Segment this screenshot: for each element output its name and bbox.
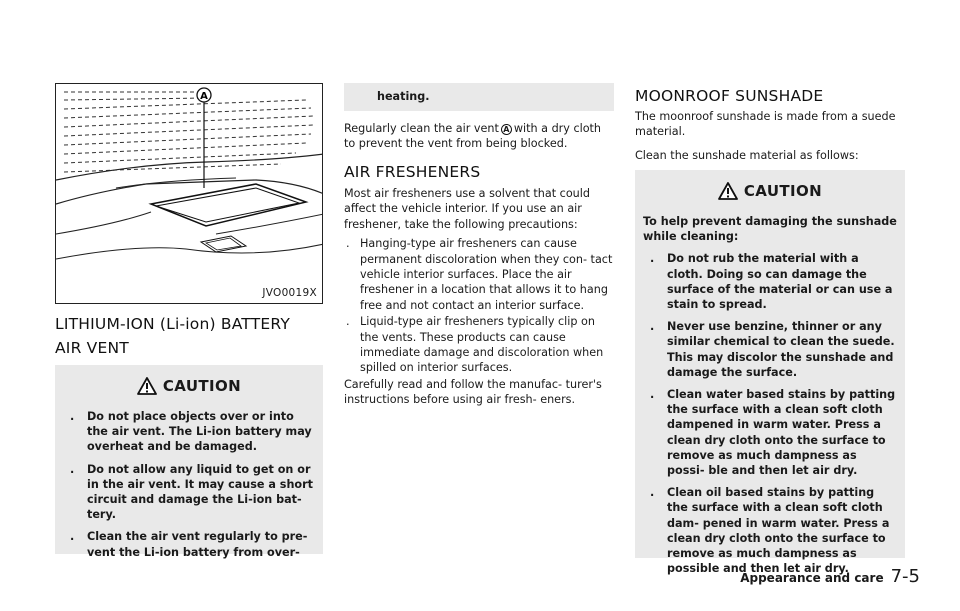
caution-label: CAUTION [743,182,823,200]
moonroof-para1: The moonroof sunshade is made from a suede material. [635,110,896,139]
air-freshener-body [344,186,614,408]
callout-a: A [200,91,208,102]
caution-item: . Do not place objects over or into the air vent. The Li-ion battery may overheat and be damaged. [70,410,312,454]
heading-air-fresheners: AIR FRESHENERS [344,163,481,181]
caution-box-sunshade [635,170,905,576]
caution-item: . Clean water based stains by patting the surface with a clean soft cloth dampened in warm water. Press a clean dry cloth onto the surface to remove as much dampness as possi- ble and then let air dry. [650,388,896,478]
caution-box-battery [55,365,323,559]
vent-cleaning-paragraph: Regularly clean the air vent A with a dry cloth to prevent the vent from being blocked. [344,122,602,151]
caution-title-battery [63,371,315,401]
warning-icon [137,377,157,395]
page-footer [740,566,920,587]
callout-a-icon: A [501,124,512,135]
heading-battery-line2: AIR VENT [55,339,129,357]
list-item: . Hanging-type air fresheners can cause permanent discoloration when they con- tact vehicle interior surfaces. Place the air freshener in a location that allows it to hang free and not contact an interior surface. [346,237,613,312]
caution-item: . Do not rub the material with a cloth. Doing so can damage the surface of the material or can use a stain to spread. [650,252,893,312]
caution-item: . Never use benzine, thinner or any similar chemical to clean the suede. This may discolor the sunshade and damage the surface. [650,320,895,379]
heading-moonroof: MOONROOF SUNSHADE [635,87,824,105]
heading-battery-line1: LITHIUM-ION (Li-ion) BATTERY [55,315,291,333]
intro-paragraph: Most air fresheners use a solvent that could affect the vehicle interior. If you use an air freshener, take the following precautions: [344,187,590,231]
warning-icon [718,182,738,200]
figure-code: JVO0019X [262,287,317,299]
footer-section: Appearance and care [740,571,884,585]
rear-interior-drawing [56,84,323,304]
caution-item: . Clean oil based stains by patting the surface with a clean soft cloth dam- pened in warm water. Press a clean dry cloth onto the surface to remove as much dampness as possible and then let air dry. [650,486,890,576]
caution-item: . Do not allow any liquid to get on or in the air vent. It may cause a short circuit and damage the Li-ion bat- tery. [70,462,313,522]
caution-intro: To help prevent damaging the sunshade while cleaning: [643,215,897,244]
list-item: . Liquid-type air fresheners typically clip on the vents. These products can cause immediate damage and discoloration when spilled on interior surfaces. [346,315,604,375]
caution-continued: heating. [344,83,614,111]
caution-label: CAUTION [162,377,242,395]
moonroof-para2: Clean the sunshade material as follows: [635,149,859,162]
vent-illustration [55,83,323,304]
caution-title-sunshade [643,176,897,206]
outro-paragraph: Carefully read and follow the manufac- turer's instructions before using air fresh- eners. [344,377,602,407]
caution-item: . Clean the air vent regularly to pre- vent the Li-ion battery from over- [70,530,308,559]
page-number: 7-5 [890,566,920,587]
